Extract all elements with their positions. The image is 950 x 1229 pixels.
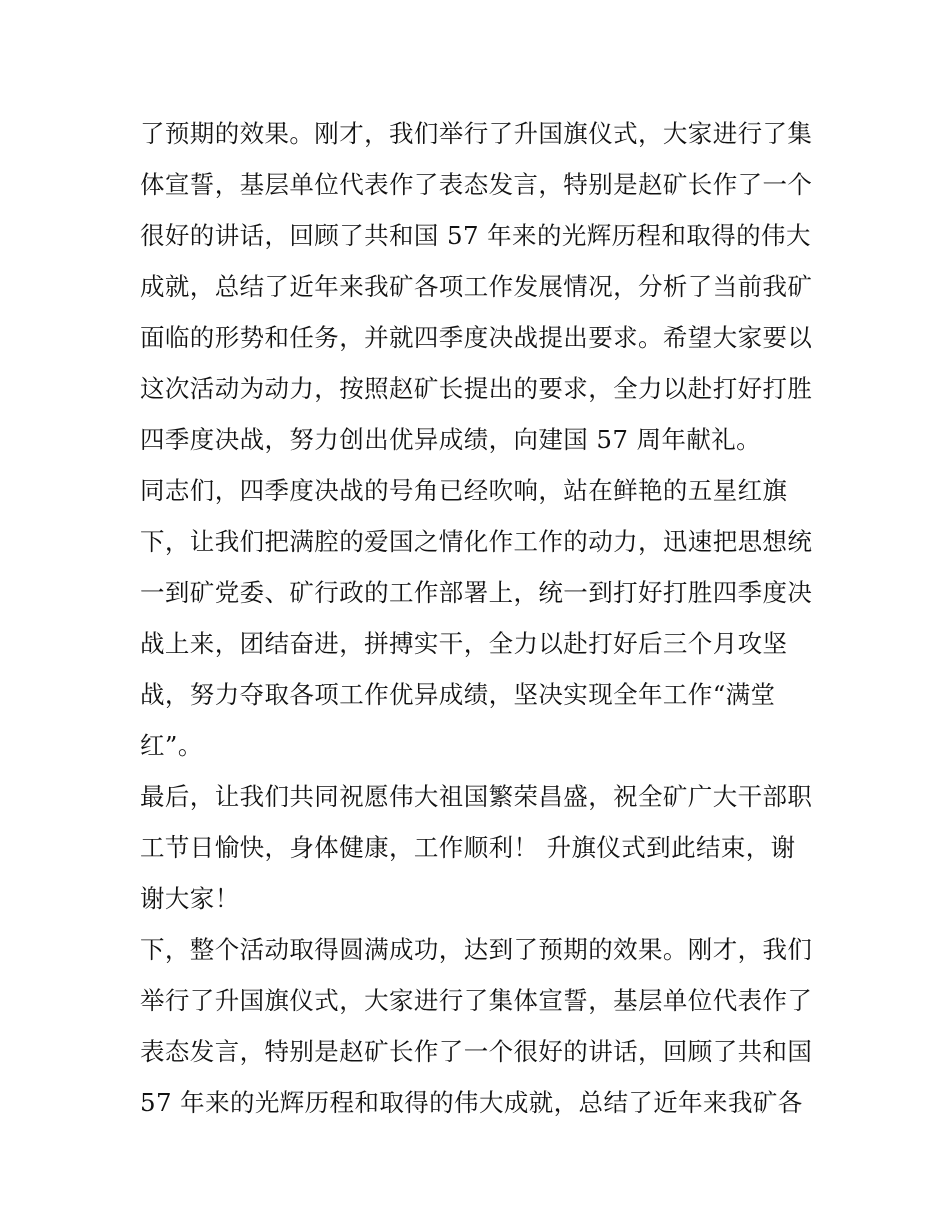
- text-line: 面临的形势和任务，并就四季度决战提出要求。希望大家要以: [140, 323, 813, 352]
- text-line: 工节日愉快，身体健康，工作顺利！ 升旗仪式到此结束，谢: [140, 833, 796, 862]
- text-line: 体宣誓，基层单位代表作了表态发言，特别是赵矿长作了一个: [140, 170, 813, 199]
- text-line: 最后，让我们共同祝愿伟大祖国繁荣昌盛，祝全矿广大干部职: [140, 782, 813, 811]
- text-line: 表态发言，特别是赵矿长作了一个很好的讲话，回顾了共和国: [140, 1037, 813, 1066]
- text-line: 很好的讲话，回顾了共和国 57 年来的光辉历程和取得的伟大: [140, 221, 811, 250]
- text-line: 战，努力夺取各项工作优异成绩，坚决实现全年工作“满堂: [140, 680, 776, 709]
- text-line: 成就，总结了近年来我矿各项工作发展情况，分析了当前我矿: [140, 272, 813, 301]
- text-line: 同志们，四季度决战的号角已经吹响，站在鲜艳的五星红旗: [140, 476, 788, 505]
- text-line: 57 年来的光辉历程和取得的伟大成就，总结了近年来我矿各: [140, 1088, 803, 1117]
- text-line: 这次活动为动力，按照赵矿长提出的要求，全力以赴打好打胜: [140, 374, 813, 403]
- text-line: 谢大家！: [140, 884, 240, 913]
- text-line: 红”。: [140, 731, 203, 760]
- text-line: 战上来，团结奋进，拼搏实干，全力以赴打好后三个月攻坚: [140, 629, 788, 658]
- text-line: 一到矿党委、矿行政的工作部署上，统一到打好打胜四季度决: [140, 578, 813, 607]
- text-line: 下，让我们把满腔的爱国之情化作工作的动力，迅速把思想统: [140, 527, 813, 556]
- text-line: 了预期的效果。刚才，我们举行了升国旗仪式，大家进行了集: [140, 119, 813, 148]
- document-body: [140, 108, 820, 1128]
- text-line: 举行了升国旗仪式，大家进行了集体宣誓，基层单位代表作了: [140, 986, 813, 1015]
- text-line: 四季度决战，努力创出优异成绩，向建国 57 周年献礼。: [140, 425, 762, 454]
- text-line: 下，整个活动取得圆满成功，达到了预期的效果。刚才，我们: [140, 935, 813, 964]
